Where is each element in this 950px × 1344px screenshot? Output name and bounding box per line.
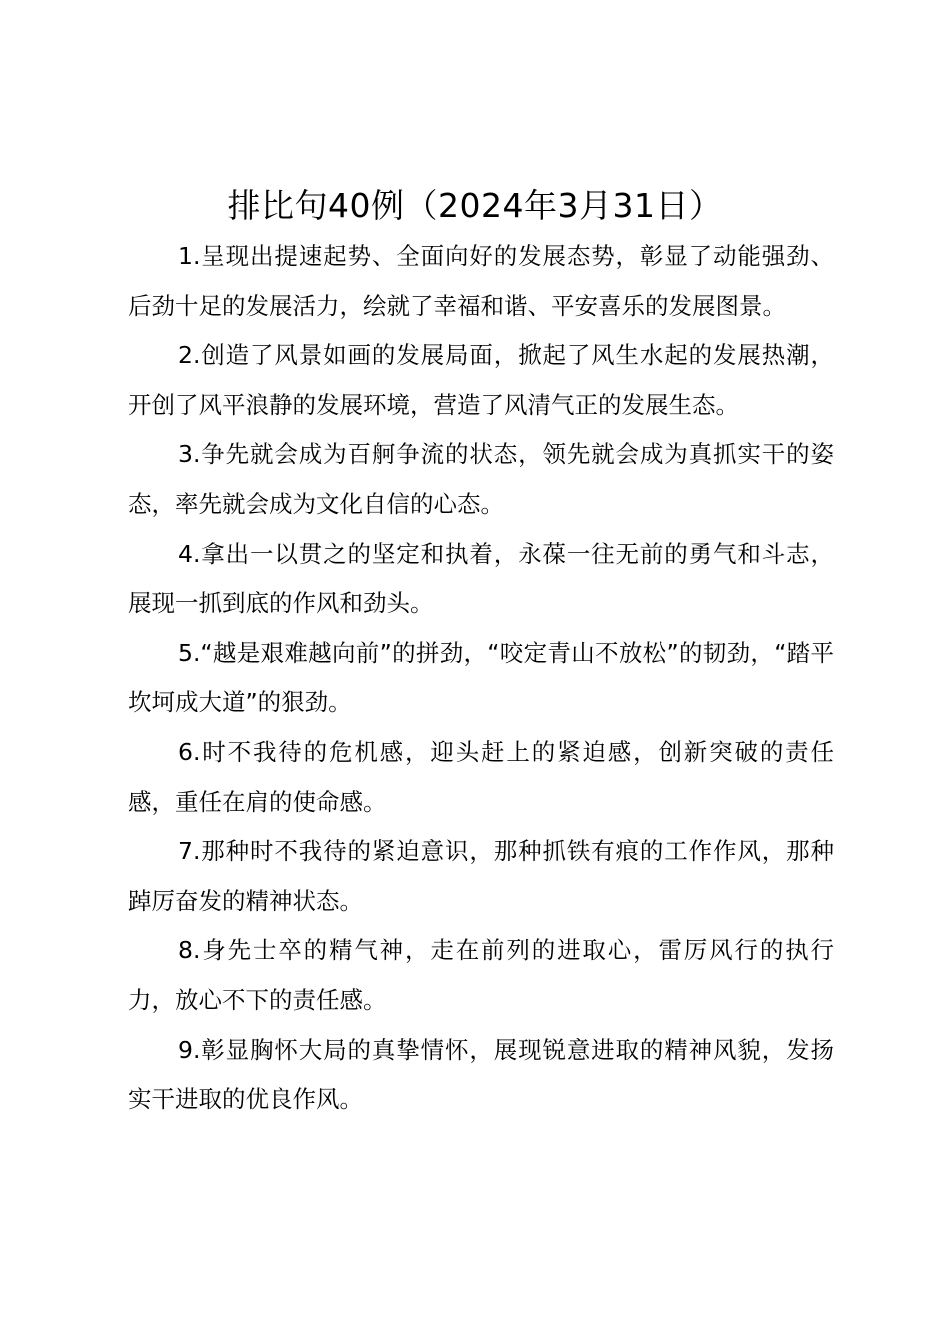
paragraph-1: 1.呈现出提速起势、全面向好的发展态势，彰显了动能强劲、后劲十足的发展活力，绘就了幸福和谐、平安喜乐的发展图景。 [128, 242, 834, 320]
paragraph-4: 4.拿出一以贯之的坚定和执着，永葆一往无前的勇气和斗志，展现一抓到底的作风和劲头。 [128, 539, 834, 618]
paragraph-8: 8.身先士卒的精气神，走在前列的进取心，雷厉风行的执行力，放心不下的责任感。 [128, 936, 834, 1014]
document-body [128, 232, 834, 1125]
paragraph-7: 7.那种时不我待的紧迫意识，那种抓铁有痕的工作作风，那种踔厉奋发的精神状态。 [128, 837, 834, 915]
paragraph-6: 6.时不我待的危机感，迎头赶上的紧迫感，创新突破的责任感，重任在肩的使命感。 [128, 737, 834, 816]
paragraph-3: 3.争先就会成为百舸争流的状态，领先就会成为真抓实干的姿态，率先就会成为文化自信的心态。 [128, 440, 834, 518]
paragraph-5: 5.“越是艰难越向前”的拼劲，“咬定青山不放松”的韧劲，“踏平坎坷成大道”的狠劲。 [128, 638, 834, 717]
paragraph-9: 9.彰显胸怀大局的真挚情怀，展现锐意进取的精神风貌，发扬实干进取的优良作风。 [128, 1035, 834, 1114]
document-title: 排比句40例（2024年3月31日） [227, 186, 723, 225]
paragraph-2: 2.创造了风景如画的发展局面，掀起了风生水起的发展热潮，开创了风平浪静的发展环境，营造了风清气正的发展生态。 [128, 341, 834, 419]
